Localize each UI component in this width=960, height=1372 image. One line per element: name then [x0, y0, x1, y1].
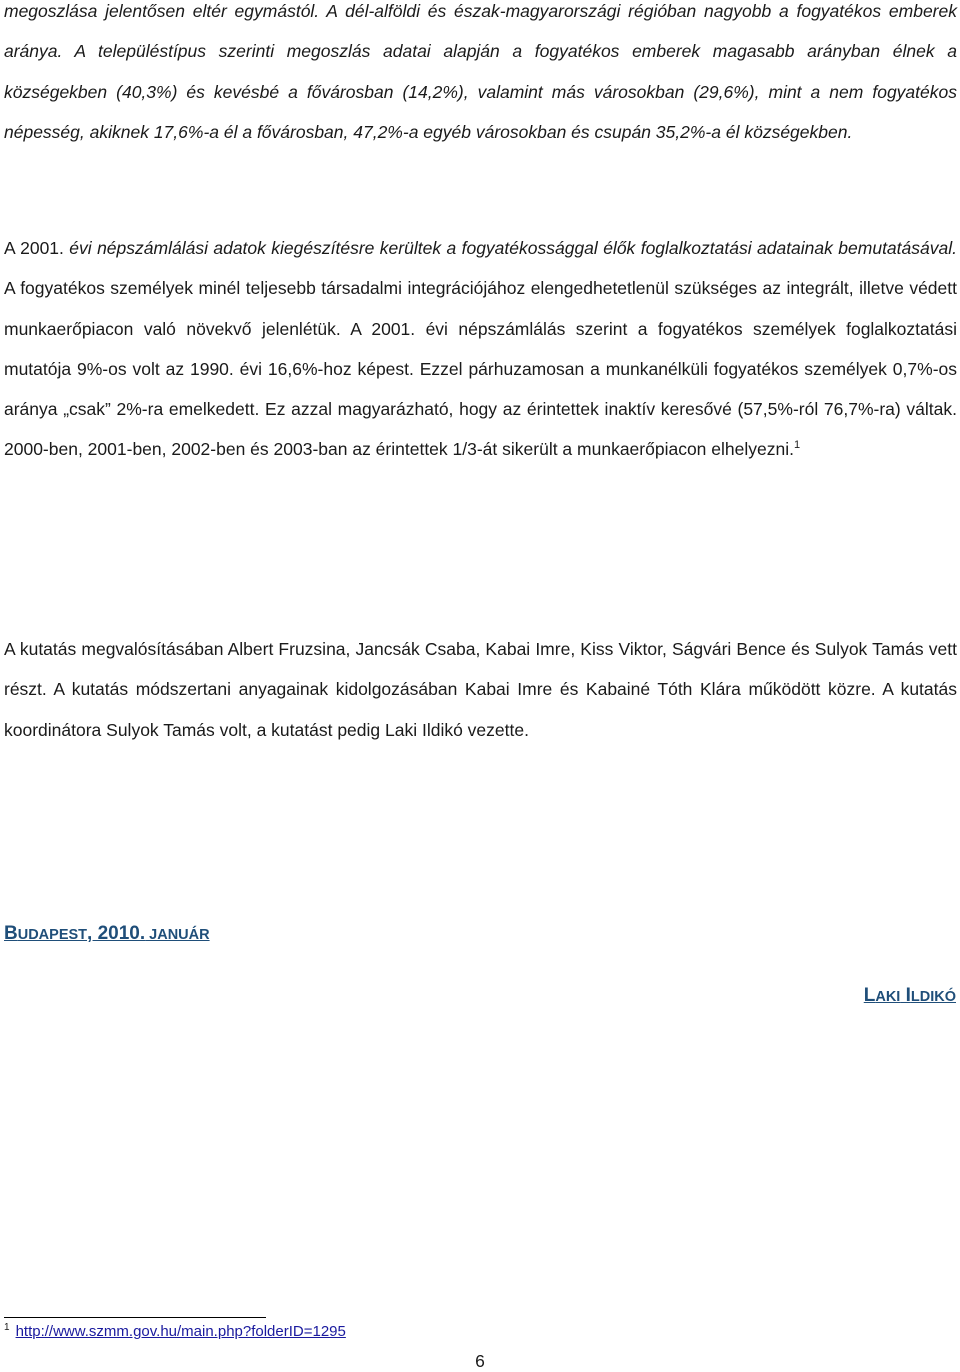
footnote-reference[interactable]: 1 [793, 439, 801, 452]
body-paragraph-research-team [4, 629, 957, 750]
footnote-separator [4, 1317, 266, 1318]
footnote-link[interactable]: http://www.szmm.gov.hu/main.php?folderID=1295 [15, 1323, 346, 1340]
page-number: 6 [475, 1351, 485, 1371]
paragraph-text: megoszlása jelentősen eltér egymástól. A dél-alföldi és észak-magyarországi régióban nagyobb a fogyatékos emberek aránya. A településtípus szerinti megoszlás adatai alapján a fogyatékos emberek magasabb arányban élnek a községekben (40,3%) és kevésbé a fővárosban (14,2%), valamint más városokban (29,6%), mint a nem fogyatékos népesség, akiknek 17,6%-a él a fővárosban, 47,2%-a egyéb városokban és csupán 35,2%-a él községekben. [4, 1, 957, 142]
paragraph-text-italic: évi népszámlálási adatok kiegészítésre kerültek a fogyatékossággal élők foglalkoztatási adatainak bemutatásával. [69, 238, 957, 258]
signature-author: LAKI ILDIKÓ [863, 985, 956, 1006]
signature-date: BUDAPEST, 2010. JANUÁR [4, 923, 210, 944]
paragraph-text-rest: A fogyatékos személyek minél teljesebb társadalmi integrációjához elengedhetetlenül szükséges az integrált, illetve védett munkaerőpiacon való növekvő jelenlétük. A 2001. évi népszámlálás szerint a fogyatékos személyek foglalkoztatási mutatója 9%-os volt az 1990. évi 16,6%-hoz képest. Ezzel párhuzamosan a munkanélküli fogyatékos személyek 0,7%-os aránya „csak” 2%-ra emelkedett. Ez azzal magyarázható, hogy az érintettek inaktív keresővé (57,5%-ról 76,7%-ra) váltak. 2000-ben, 2001-ben, 2002-ben és 2003-ban az érintettek 1/3-át sikerült a munkaerőpiacon elhelyezni. [4, 278, 957, 460]
body-paragraph-regional-distribution [4, 0, 957, 152]
footnote [4, 1322, 346, 1342]
body-paragraph-employment-data [4, 228, 957, 470]
paragraph-text-start: A 2001. [4, 238, 70, 258]
footnote-number: 1 [4, 1322, 10, 1333]
paragraph-text: A kutatás megvalósításában Albert Fruzsina, Jancsák Csaba, Kabai Imre, Kiss Viktor, Ságvári Bence és Sulyok Tamás vett részt. A kutatás módszertani anyagainak kidolgozásában Kabai Imre és Kabainé Tóth Klára működött közre. A kutatás koordinátora Sulyok Tamás volt, a kutatást pedig Laki Ildikó vezette. [4, 639, 957, 740]
